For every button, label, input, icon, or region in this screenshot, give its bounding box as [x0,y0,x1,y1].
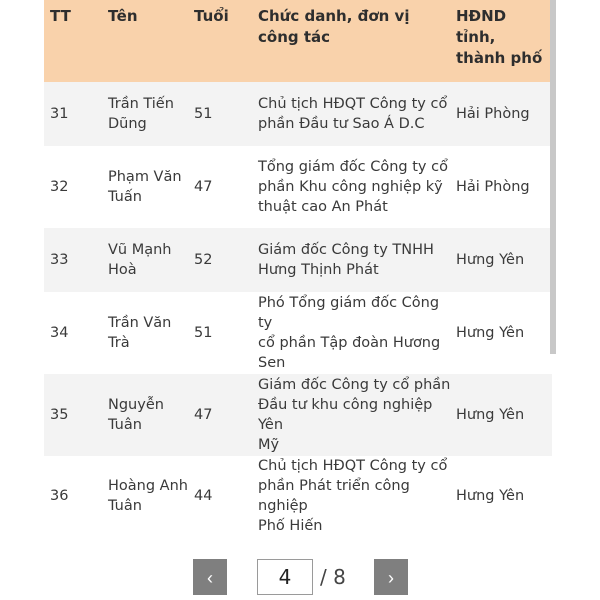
cell-title [258,82,456,146]
cell-name-line: Trần Tiến [108,96,174,112]
vertical-scrollbar[interactable] [550,0,556,354]
cell-name-line: Hoà [108,262,137,278]
cell-title-line: Chủ tịch HĐQT Công ty cổ [258,458,448,474]
cell-age: 52 [194,252,213,268]
cell-title-line: Giám đốc Công ty cổ phần [258,377,451,393]
cell-title-line: Đầu tư khu công nghiệp Yên [258,397,433,433]
cell-name [108,456,194,536]
cell-council: Hưng Yên [456,407,525,423]
table-row [44,456,552,536]
cell-title-line: Tổng giám đốc Công ty cổ [258,159,448,175]
cell-name [108,146,194,228]
header-title-line: công tác [258,28,331,46]
cell-name-line: Dũng [108,116,147,132]
cell-name-line: Trần Văn [108,315,172,331]
cell-title-line: Mỹ [258,437,280,453]
header-council [456,0,552,82]
table-row [44,228,552,292]
table-header-row [44,0,552,82]
header-title-line: Chức danh, đơn vị [258,7,410,25]
table-row [44,292,552,374]
cell-tt: 35 [50,407,69,423]
cell-council: Hưng Yên [456,488,525,504]
pagination [0,557,600,599]
cell-tt: 32 [50,179,69,195]
cell-age: 44 [194,488,213,504]
cell-name-line: Vũ Mạnh [108,242,172,258]
cell-title-line: phần Đầu tư Sao Á D.C [258,116,425,132]
cell-tt: 31 [50,106,69,122]
cell-council: Hưng Yên [456,252,525,268]
cell-name-line: Hoàng Anh [108,478,188,494]
cell-title-line: Chủ tịch HĐQT Công ty cổ [258,96,448,112]
table-row [44,374,552,456]
cell-tt: 33 [50,252,69,268]
table-row [44,146,552,228]
header-council-line: HĐND [456,7,507,25]
cell-council: Hải Phòng [456,106,530,122]
cell-title [258,292,456,374]
next-page-button[interactable] [374,559,408,595]
cell-name [108,82,194,146]
cell-title [258,228,456,292]
header-name: Tên [108,7,138,25]
cell-age: 47 [194,407,213,423]
data-table-container [44,0,552,544]
cell-name-line: Phạm Văn [108,169,182,185]
header-title [258,0,456,82]
cell-council: Hưng Yên [456,325,525,341]
cell-age: 51 [194,106,213,122]
header-council-line: tỉnh, [456,28,496,46]
cell-title-line: Sen [258,355,286,371]
header-council-line: thành phố [456,49,543,67]
header-tt: TT [50,7,71,25]
cell-name [108,228,194,292]
cell-name-line: Nguyễn [108,397,164,413]
cell-title [258,374,456,456]
cell-name-line: Tuân [108,417,142,433]
cell-name [108,374,194,456]
page-number-input[interactable] [257,559,313,595]
cell-title-line: Giám đốc Công ty TNHH [258,242,434,258]
cell-title-line: thuật cao An Phát [258,199,388,215]
cell-title [258,456,456,536]
cell-name-line: Tuân [108,498,142,514]
chevron-right-icon: › [388,568,394,588]
cell-age: 47 [194,179,213,195]
cell-title-line: phần Phát triển công nghiệp [258,478,410,514]
header-age: Tuổi [194,7,229,25]
total-pages-label: / 8 [320,565,346,589]
cell-name-line: Tuấn [108,189,142,205]
prev-page-button[interactable] [193,559,227,595]
table-row [44,82,552,146]
cell-title-line: phần Khu công nghiệp kỹ [258,179,443,195]
cell-title-line: Phố Hiến [258,518,323,534]
cell-title [258,146,456,228]
delegates-table [44,0,552,536]
cell-council: Hải Phòng [456,179,530,195]
cell-tt: 36 [50,488,69,504]
cell-title-line: Phó Tổng giám đốc Công ty [258,295,440,331]
chevron-left-icon: ‹ [207,568,213,588]
cell-name-line: Trà [108,335,130,351]
cell-title-line: Hưng Thịnh Phát [258,262,379,278]
cell-name [108,292,194,374]
cell-title-line: cổ phần Tập đoàn Hương [258,335,441,351]
cell-age: 51 [194,325,213,341]
cell-tt: 34 [50,325,69,341]
